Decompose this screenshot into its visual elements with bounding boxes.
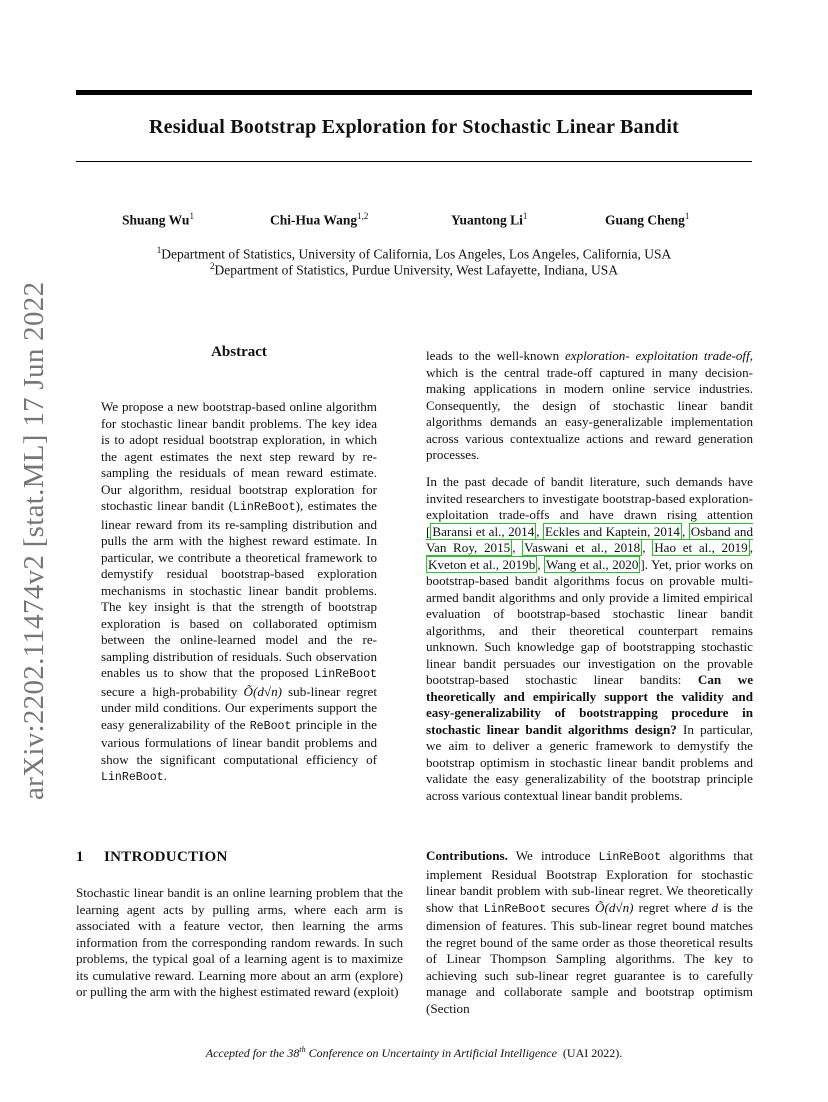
right-paragraph-1: leads to the well-known exploration- exploitation trade-off, which is the central trade-off captured in many decision-making applications in modern online service industries. Consequently, the design of stochastic linear bandit algorithms demands an easy-generalizable implementation across various contextualize actions and reward generation processes. [426,348,753,462]
code-reboot: ReBoot [249,719,292,733]
code-linreboot: LinReBoot [314,668,377,681]
citation-link[interactable]: Baransi et al., 2014 [432,523,535,539]
right-paragraph-2: In the past decade of bandit literature, such demands have invited researchers to investigate bootstrap-based exploration-exploitation trade-offs and have drawn rising attention [ Baransi et al., 2014 , Eckles and Kaptein, 2014 , Osband and Van Roy, 2015 , Vaswani et al., 2018 , Hao et al., 2019 , Kveton et al., 2019b , Wang et al., 2020 ]. Yet, prior works on bootstrap-based bandit algorithms focus on provable multi-armed bandit algorithms and only provide a limited empirical evaluation of bootstrap-based stochastic linear bandit algorithms, and their theoretical counterpart remains unknown. Such knowledge gap of bootstrapping stochastic linear bandit persuades our investigation on the provable bootstrap-based stochastic linear bandits: Can we theoretically and empirically support the validity and easy-generalizability of bootstrapping procedure in stochastic linear bandit algorithms design? In particular, we aim to deliver a generic framework to demystify the bootstrap optimism in stochastic linear bandit problems and validate the easy generalizability of the bootstrap principle across various contextual linear bandit problems. [426,474,754,803]
citation-link[interactable]: Eckles and Kaptein, 2014 [544,523,680,539]
author-4: Guang Cheng$^1$ [605,211,690,228]
author-3: Yuantong Li$^1$ [451,211,528,228]
conference-footer: Accepted for the 38th Conference on Uncertainty in Artificial Intelligence (UAI 2022). [205,1045,623,1060]
title-rule [76,161,752,162]
author-1: Shuang Wu$^1$ [122,211,194,228]
citation-link[interactable]: Hao et al., 2019 [654,540,748,555]
affiliation-1: $^1$Department of Statistics, University of California, Los Angeles, Los Angeles, California, USA [156,245,672,262]
citation-link[interactable]: Vaswani et al., 2018 [524,540,641,555]
contributions-heading: Contributions. [426,848,508,863]
top-rule [76,90,752,95]
section-heading: 1 INTRODUCTION [76,849,228,865]
research-question: Can we theoretically and empirically support the validity and easy-generalizability of bootstrapping procedure in stochastic linear bandit algorithms design? [426,672,754,737]
citation-link[interactable]: Wang et al., 2020 [546,556,639,572]
arxiv-identifier: arXiv:2202.11474v2 [stat.ML] 17 Jun 2022 [18,281,50,800]
author-2: Chi-Hua Wang$^{1,2}$ [270,211,369,228]
code-linreboot: LinReBoot [598,851,662,864]
paper-title: Residual Bootstrap Exploration for Stochastic Linear Bandit [149,116,679,138]
math-regret: Õ(d√n) [595,899,634,915]
right-paragraph-3: Contributions. We introduce LinReBoot algorithms that implement Residual Bootstrap Exploration for stochastic linear bandit problem with sub-linear regret. We theoretically show that LinReBoot secures Õ(d√n) regret where d is the dimension of features. This sub-linear regret bound matches the regret bound of the same order as those theoretical results of Linear Thompson Sampling algorithms. The key to achieving such sub-linear regret guarantee is to carefully manage and collaborate sample and bootstrap optimism (Section [426,848,753,1016]
math-regret: Õ(d√n) [243,683,282,699]
citation-link[interactable]: Osband and Van Roy, 2015 [426,523,754,555]
intro-paragraph: Stochastic linear bandit is an online learning problem that the learning agent acts by pulling arms, where each arm is associated with a feature vector, then learning the arms information from the corresponding random rewards. In such problems, the typical goal of a learning agent is to maximize its cumulative reward. Learning more about an arm (explore) or pulling the arm with the highest estimated reward (exploit) [76,885,403,999]
code-linreboot: LinReBoot [101,771,164,784]
affiliation-2: $^2$Department of Statistics, Purdue University, West Lafayette, Indiana, USA [210,261,618,278]
abstract-heading: Abstract [211,344,267,360]
citation-link[interactable]: Kveton et al., 2019b [428,556,536,572]
abstract-body: We propose a new bootstrap-based online algorithm for stochastic linear bandit problems. The key idea is to adopt residual bootstrap exploration, in which the agent estimates the next step reward by re-sampling the residuals of mean reward estimate. Our algorithm, residual bootstrap exploration for stochastic linear bandit (LinReBoot), estimates the linear reward from its re-sampling distribution and pulls the arm with the highest reward estimate. In particular, we contribute a theoretical framework to demystify residual bootstrap-based exploration mechanisms in stochastic linear bandit problems. The key insight is that the strength of bootstrap exploration is based on collaborated optimism between the online-learned model and the re-sampling distribution of residuals. Such observation enables us to show that the proposed LinReBoot secure a high-probability Õ(d√n) sub-linear regret under mild conditions. Our experiments support the easy generalizability of the ReBoot principle in the various formulations of linear bandit problems and show the significant computational efficiency of LinReBoot. [101,399,378,784]
code-linreboot: LinReBoot [483,902,547,916]
code-linreboot: LinReBoot [233,501,296,514]
